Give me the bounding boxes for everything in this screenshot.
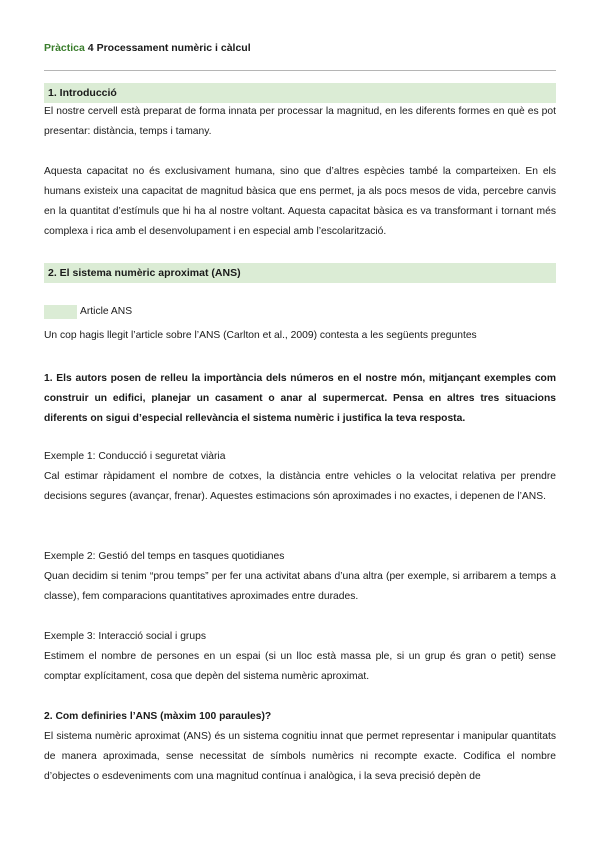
header-label: Pràctica	[44, 42, 85, 54]
intro-paragraph-2: Aquesta capacitat no és exclusivament humana, sino que d’altres espècies també la comparteixen. En els humans existeix una capacitat de magnitud bàsica que ens permet, ja als pocs mesos de vida, percebre canvis en la quantitat d’estímuls que hi ha al nostre voltant. Aquesta capacitat bàsica es va transformant i tornant més complexa i rica amb el desenvolupament i en especial amb l’escolarització.	[44, 166, 556, 237]
question-1: 1. Els autors posen de relleu la importància dels números en el nostre món, mitjançant exemples com construir un edifici, planejar un casament o anar al supermercat. Pensa en altres tres situacions diferents on sigui d’especial rellevància el sistema numèric i justifica la teva resposta.	[44, 373, 556, 424]
section-2-heading: 2. El sistema numèric aproximat (ANS)	[44, 263, 556, 283]
example-3-body: Estimem el nombre de persones en un espai (si un lloc està massa ple, si un grup és gran o petit) sense comptar explícitament, cosa que depèn del sistema numèric aproximat.	[44, 651, 556, 682]
header-title: Processament numèric i càlcul	[96, 42, 251, 54]
question-2: 2. Com definiries l’ANS (màxim 100 paraules)?	[44, 711, 272, 722]
article-intro: Un cop hagis llegit l’article sobre l’ANS (Carlton et al., 2009) contesta a les següents preguntes	[44, 330, 477, 341]
section-1-heading: 1. Introducció	[44, 83, 556, 103]
question-2-answer: El sistema numèric aproximat (ANS) és un sistema cognitiu innat que permet representar i manipular quantitats de manera aproximada, sense necessitat de símbols numèrics ni recompte exacte. Codifica el nombre d’objectes o esdeveniments com una magnitud contínua i analògica, i la seva precisió depèn de	[44, 731, 556, 782]
example-1-title: Exemple 1: Conducció i seguretat viària	[44, 451, 226, 462]
article-highlight	[44, 305, 77, 319]
header-divider	[44, 70, 556, 71]
example-2-body: Quan decidim si tenim “prou temps” per fer una activitat abans d’una altra (per exemple, si arribarem a temps a classe), fem comparacions quantitatives aproximades entre durades.	[44, 571, 556, 602]
page-header	[44, 42, 251, 54]
header-number: 4	[87, 42, 94, 54]
intro-paragraph-1: El nostre cervell està preparat de forma innata per processar la magnitud, en les diferents formes en què es pot presentar: distància, temps i tamany.	[44, 106, 556, 137]
example-3-title: Exemple 3: Interacció social i grups	[44, 631, 206, 642]
example-2-title: Exemple 2: Gestió del temps en tasques quotidianes	[44, 551, 285, 562]
article-label: Article ANS	[80, 306, 133, 317]
example-1-body: Cal estimar ràpidament el nombre de cotxes, la distància entre vehicles o la velocitat relativa per prendre decisions segures (avançar, frenar). Aquestes estimacions són aproximades i no exactes, i depenen de l’ANS.	[44, 471, 556, 502]
